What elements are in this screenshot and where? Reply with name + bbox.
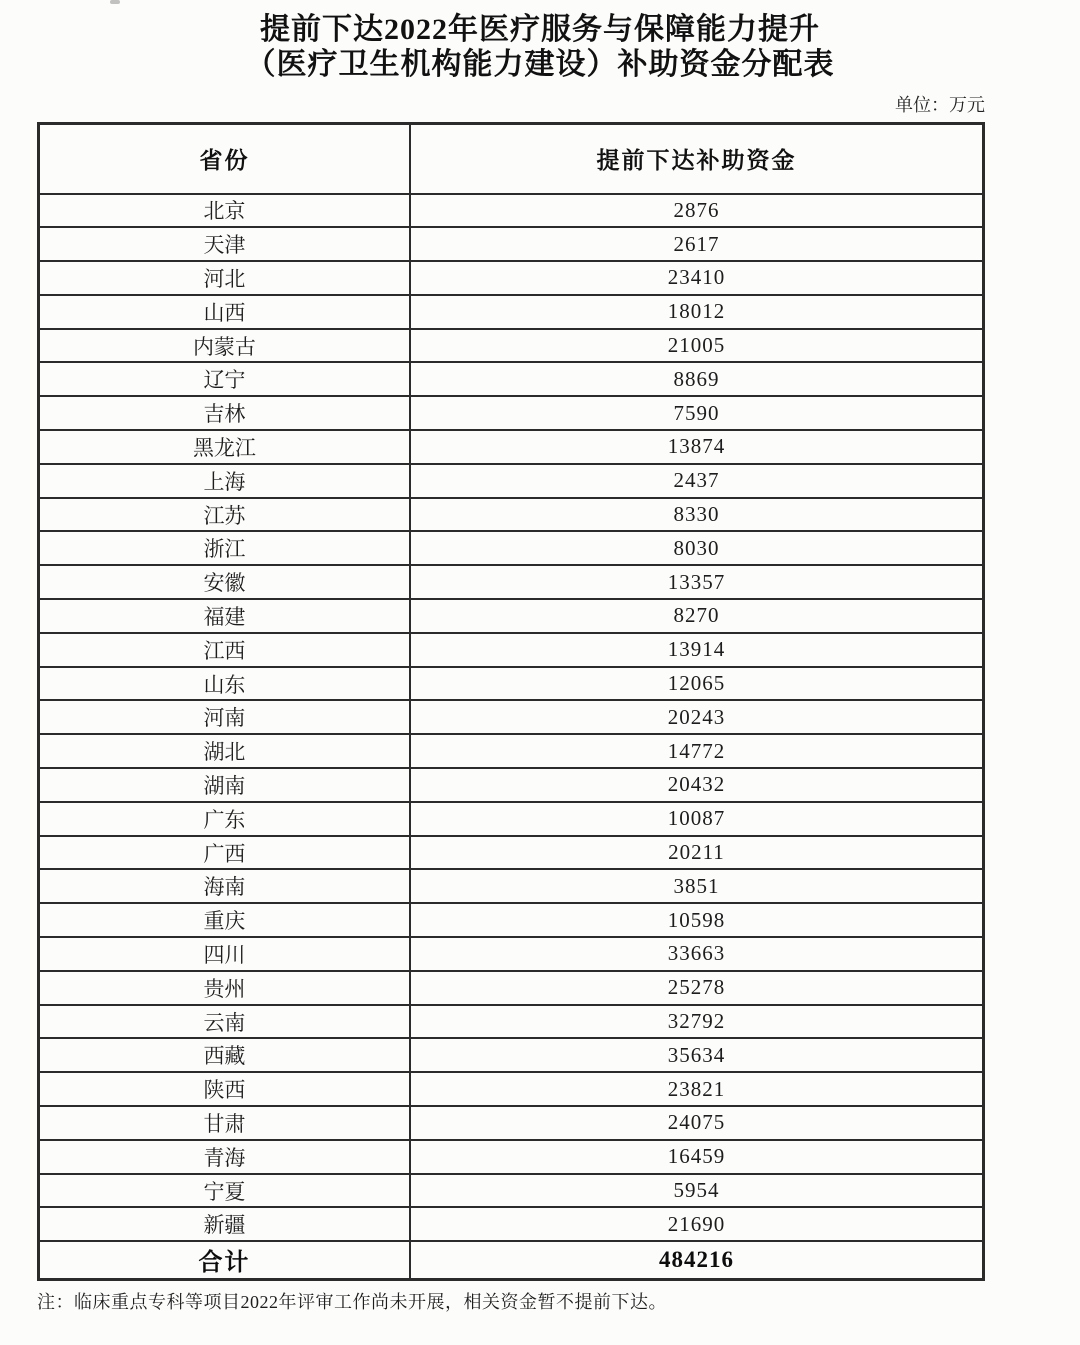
table-row bbox=[39, 1005, 984, 1039]
table-row bbox=[39, 836, 984, 870]
province-cell: 青海 bbox=[39, 1140, 410, 1174]
document-title-line1: 提前下达2022年医疗服务与保障能力提升 bbox=[260, 13, 820, 46]
document-title bbox=[0, 0, 1080, 83]
amount-cell: 23821 bbox=[410, 1072, 984, 1106]
province-cell: 山西 bbox=[39, 295, 410, 329]
amount-cell: 23410 bbox=[410, 261, 984, 295]
amount-cell: 18012 bbox=[410, 295, 984, 329]
province-cell: 辽宁 bbox=[39, 362, 410, 396]
table-row bbox=[39, 1038, 984, 1072]
amount-cell: 13914 bbox=[410, 633, 984, 667]
table-row bbox=[39, 396, 984, 430]
table-row bbox=[39, 903, 984, 937]
amount-cell: 33663 bbox=[410, 937, 984, 971]
province-cell: 福建 bbox=[39, 599, 410, 633]
table-row bbox=[39, 734, 984, 768]
table-row bbox=[39, 531, 984, 565]
amount-cell: 21690 bbox=[410, 1207, 984, 1241]
column-header-amount: 提前下达补助资金 bbox=[410, 124, 984, 194]
amount-cell: 24075 bbox=[410, 1106, 984, 1140]
table-row bbox=[39, 1106, 984, 1140]
province-cell: 新疆 bbox=[39, 1207, 410, 1241]
province-cell: 吉林 bbox=[39, 396, 410, 430]
table-row bbox=[39, 869, 984, 903]
amount-cell: 8030 bbox=[410, 531, 984, 565]
amount-cell: 35634 bbox=[410, 1038, 984, 1072]
table-row bbox=[39, 329, 984, 363]
table-row bbox=[39, 971, 984, 1005]
amount-cell: 32792 bbox=[410, 1005, 984, 1039]
province-cell: 天津 bbox=[39, 227, 410, 261]
table-row bbox=[39, 261, 984, 295]
table-row bbox=[39, 430, 984, 464]
province-cell: 安徽 bbox=[39, 565, 410, 599]
table-row bbox=[39, 1072, 984, 1106]
table-row bbox=[39, 802, 984, 836]
province-cell: 河北 bbox=[39, 261, 410, 295]
amount-cell: 8270 bbox=[410, 599, 984, 633]
amount-cell: 8869 bbox=[410, 362, 984, 396]
province-cell: 云南 bbox=[39, 1005, 410, 1039]
province-cell: 黑龙江 bbox=[39, 430, 410, 464]
table-row bbox=[39, 227, 984, 261]
province-cell: 湖北 bbox=[39, 734, 410, 768]
province-cell: 北京 bbox=[39, 194, 410, 228]
total-amount-cell: 484216 bbox=[410, 1241, 984, 1279]
document-title-line2: （医疗卫生机构能力建设）补助资金分配表 bbox=[245, 48, 835, 82]
scan-artifact bbox=[110, 0, 120, 4]
amount-cell: 20432 bbox=[410, 768, 984, 802]
province-cell: 广西 bbox=[39, 836, 410, 870]
amount-cell: 2617 bbox=[410, 227, 984, 261]
column-header-province: 省份 bbox=[39, 124, 410, 194]
table-row bbox=[39, 498, 984, 532]
table-row bbox=[39, 1174, 984, 1208]
province-cell: 四川 bbox=[39, 937, 410, 971]
table-footer bbox=[39, 1241, 984, 1279]
table-row bbox=[39, 362, 984, 396]
table-row bbox=[39, 667, 984, 701]
amount-cell: 10087 bbox=[410, 802, 984, 836]
table-row bbox=[39, 768, 984, 802]
province-cell: 甘肃 bbox=[39, 1106, 410, 1140]
table-header bbox=[39, 124, 984, 194]
table-row bbox=[39, 633, 984, 667]
amount-cell: 5954 bbox=[410, 1174, 984, 1208]
province-cell: 江西 bbox=[39, 633, 410, 667]
amount-cell: 13357 bbox=[410, 565, 984, 599]
province-cell: 海南 bbox=[39, 869, 410, 903]
amount-cell: 2437 bbox=[410, 464, 984, 498]
table-row bbox=[39, 937, 984, 971]
amount-cell: 8330 bbox=[410, 498, 984, 532]
footnote: 注：临床重点专科等项目2022年评审工作尚未开展，相关资金暂不提前下达。 bbox=[37, 1292, 667, 1312]
total-row bbox=[39, 1241, 984, 1279]
province-cell: 内蒙古 bbox=[39, 329, 410, 363]
amount-cell: 14772 bbox=[410, 734, 984, 768]
amount-cell: 12065 bbox=[410, 667, 984, 701]
table-row bbox=[39, 599, 984, 633]
total-label-cell: 合计 bbox=[39, 1241, 410, 1279]
table-body bbox=[39, 194, 984, 1242]
table-row bbox=[39, 295, 984, 329]
province-cell: 山东 bbox=[39, 667, 410, 701]
province-cell: 贵州 bbox=[39, 971, 410, 1005]
table-row bbox=[39, 565, 984, 599]
allocation-table bbox=[37, 122, 985, 1281]
table-row bbox=[39, 464, 984, 498]
province-cell: 陕西 bbox=[39, 1072, 410, 1106]
amount-cell: 16459 bbox=[410, 1140, 984, 1174]
amount-cell: 20243 bbox=[410, 700, 984, 734]
amount-cell: 21005 bbox=[410, 329, 984, 363]
amount-cell: 7590 bbox=[410, 396, 984, 430]
table-row bbox=[39, 194, 984, 228]
province-cell: 宁夏 bbox=[39, 1174, 410, 1208]
province-cell: 上海 bbox=[39, 464, 410, 498]
province-cell: 西藏 bbox=[39, 1038, 410, 1072]
province-cell: 重庆 bbox=[39, 903, 410, 937]
amount-cell: 13874 bbox=[410, 430, 984, 464]
table-row bbox=[39, 1207, 984, 1241]
table-header-row bbox=[39, 124, 984, 194]
province-cell: 浙江 bbox=[39, 531, 410, 565]
province-cell: 江苏 bbox=[39, 498, 410, 532]
amount-cell: 25278 bbox=[410, 971, 984, 1005]
province-cell: 广东 bbox=[39, 802, 410, 836]
amount-cell: 2876 bbox=[410, 194, 984, 228]
table-row bbox=[39, 700, 984, 734]
unit-label: 单位：万元 bbox=[895, 94, 985, 115]
province-cell: 河南 bbox=[39, 700, 410, 734]
amount-cell: 10598 bbox=[410, 903, 984, 937]
amount-cell: 20211 bbox=[410, 836, 984, 870]
amount-cell: 3851 bbox=[410, 869, 984, 903]
table-row bbox=[39, 1140, 984, 1174]
province-cell: 湖南 bbox=[39, 768, 410, 802]
